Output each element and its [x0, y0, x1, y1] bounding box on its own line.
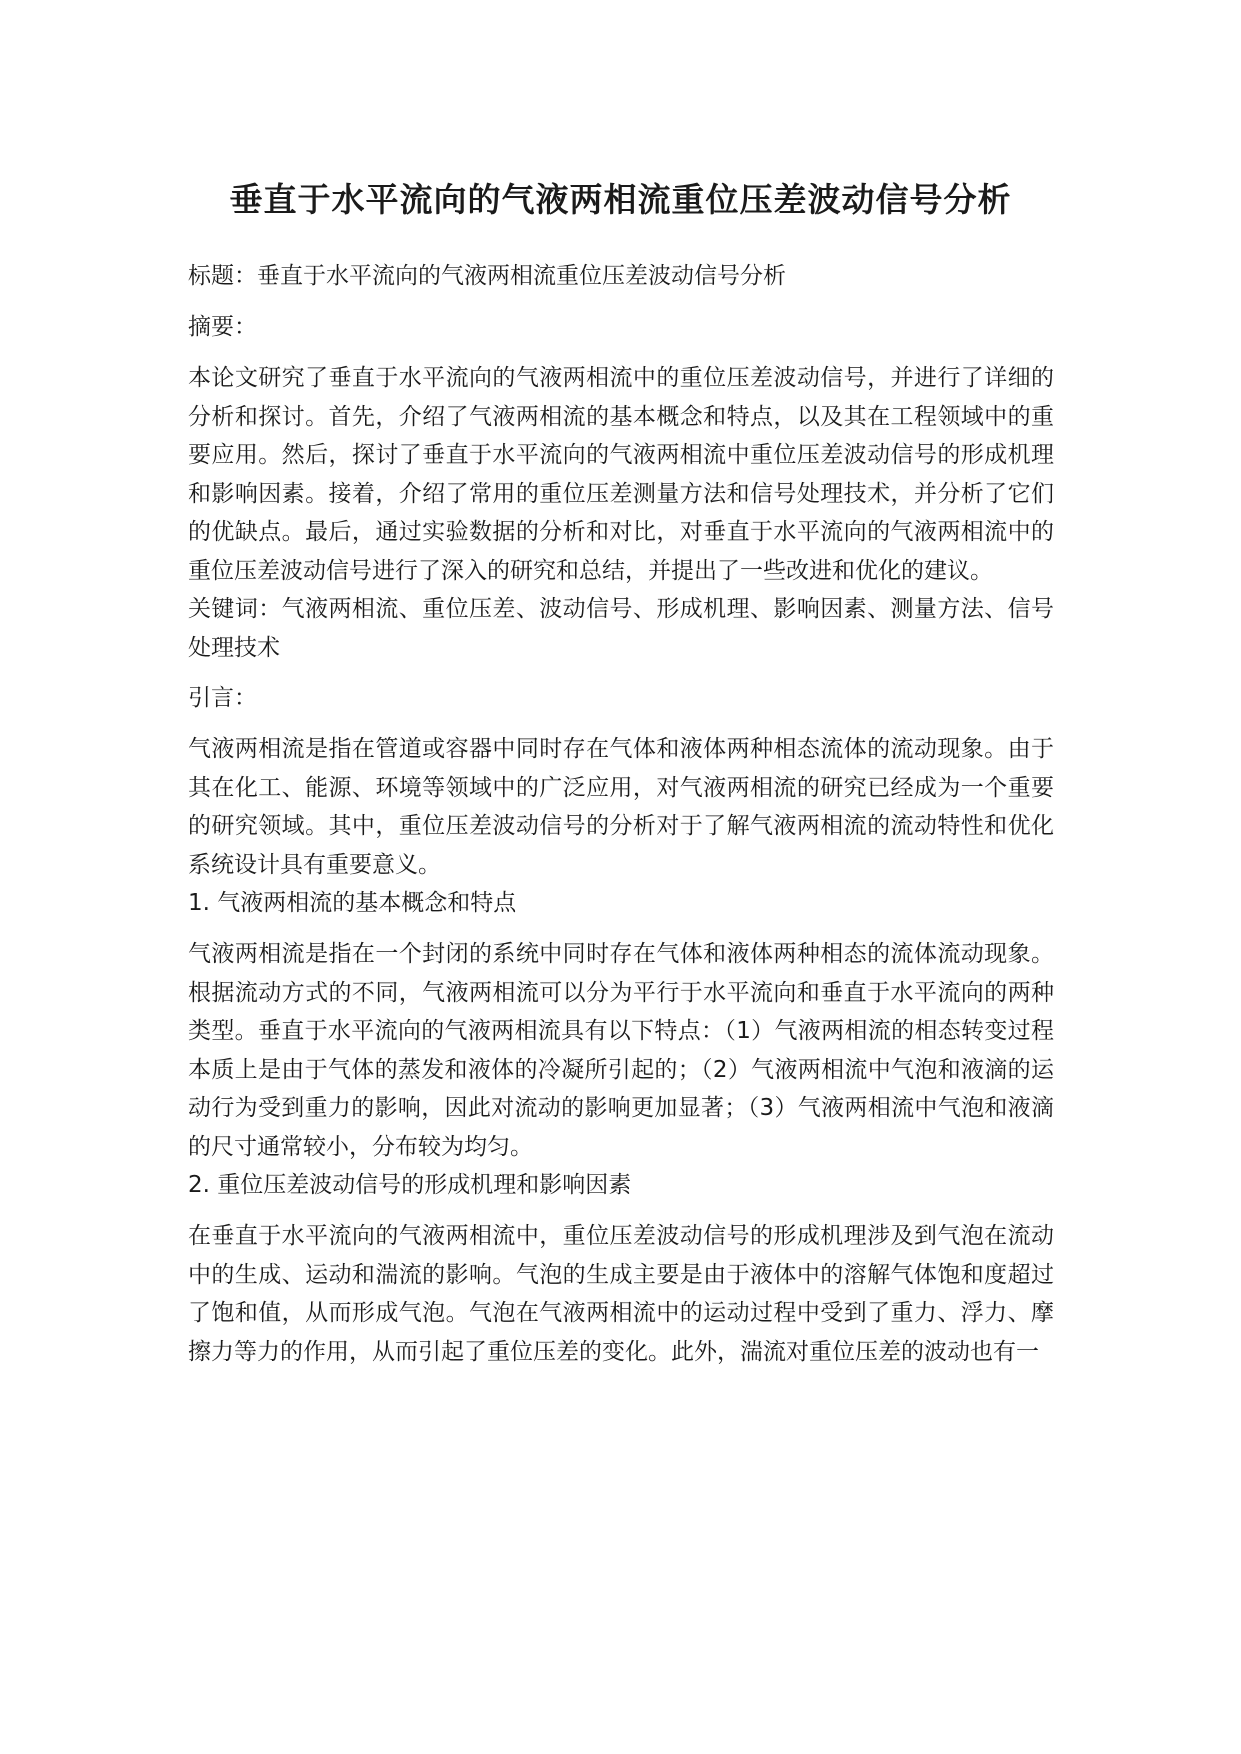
- section-2-paragraph: 在垂直于水平流向的气液两相流中，重位压差波动信号的形成机理涉及到气泡在流动中的生成、运动和湍流的影响。气泡的生成主要是由于液体中的溶解气体饱和度超过了饱和值，从而形成气泡。气泡在气液两相流中的运动过程中受到了重力、浮力、摩擦力等力的作用，从而引起了重位压差的变化。此外，湍流对重位压差的波动也有一: [188, 1223, 1054, 1365]
- document-title: 垂直于水平流向的气液两相流重位压差波动信号分析: [229, 180, 1012, 219]
- abstract-heading: 摘要：: [188, 314, 257, 340]
- section-2-heading: 2. 重位压差波动信号的形成机理和影响因素: [188, 1172, 632, 1198]
- abstract-paragraph: 本论文研究了垂直于水平流向的气液两相流中的重位压差波动信号，并进行了详细的分析和探讨。首先，介绍了气液两相流的基本概念和特点，以及其在工程领域中的重要应用。然后，探讨了垂直于水平流向的气液两相流中重位压差波动信号的形成机理和影响因素。接着，介绍了常用的重位压差测量方法和信号处理技术，并分析了它们的优缺点。最后，通过实验数据的分析和对比，对垂直于水平流向的气液两相流中的重位压差波动信号进行了深入的研究和总结，并提出了一些改进和优化的建议。: [188, 365, 1054, 584]
- intro-heading: 引言：: [188, 685, 257, 711]
- subject-line: 标题：垂直于水平流向的气液两相流重位压差波动信号分析: [188, 263, 786, 289]
- keywords-paragraph: 关键词：气液两相流、重位压差、波动信号、形成机理、影响因素、测量方法、信号处理技术: [188, 596, 1054, 661]
- section-1-paragraph: 气液两相流是指在一个封闭的系统中同时存在气体和液体两种相态的流体流动现象。根据流动方式的不同，气液两相流可以分为平行于水平流向和垂直于水平流向的两种类型。垂直于水平流向的气液两相流具有以下特点：（1）气液两相流的相态转变过程本质上是由于气体的蒸发和液体的冷凝所引起的；（2）气液两相流中气泡和液滴的运动行为受到重力的影响，因此对流动的影响更加显著；（3）气液两相流中气泡和液滴的尺寸通常较小，分布较为均匀。: [188, 941, 1054, 1160]
- section-1-heading: 1. 气液两相流的基本概念和特点: [188, 890, 517, 916]
- intro-paragraph: 气液两相流是指在管道或容器中同时存在气体和液体两种相态流体的流动现象。由于其在化工、能源、环境等领域中的广泛应用，对气液两相流的研究已经成为一个重要的研究领域。其中，重位压差波动信号的分析对于了解气液两相流的流动特性和优化系统设计具有重要意义。: [188, 736, 1054, 878]
